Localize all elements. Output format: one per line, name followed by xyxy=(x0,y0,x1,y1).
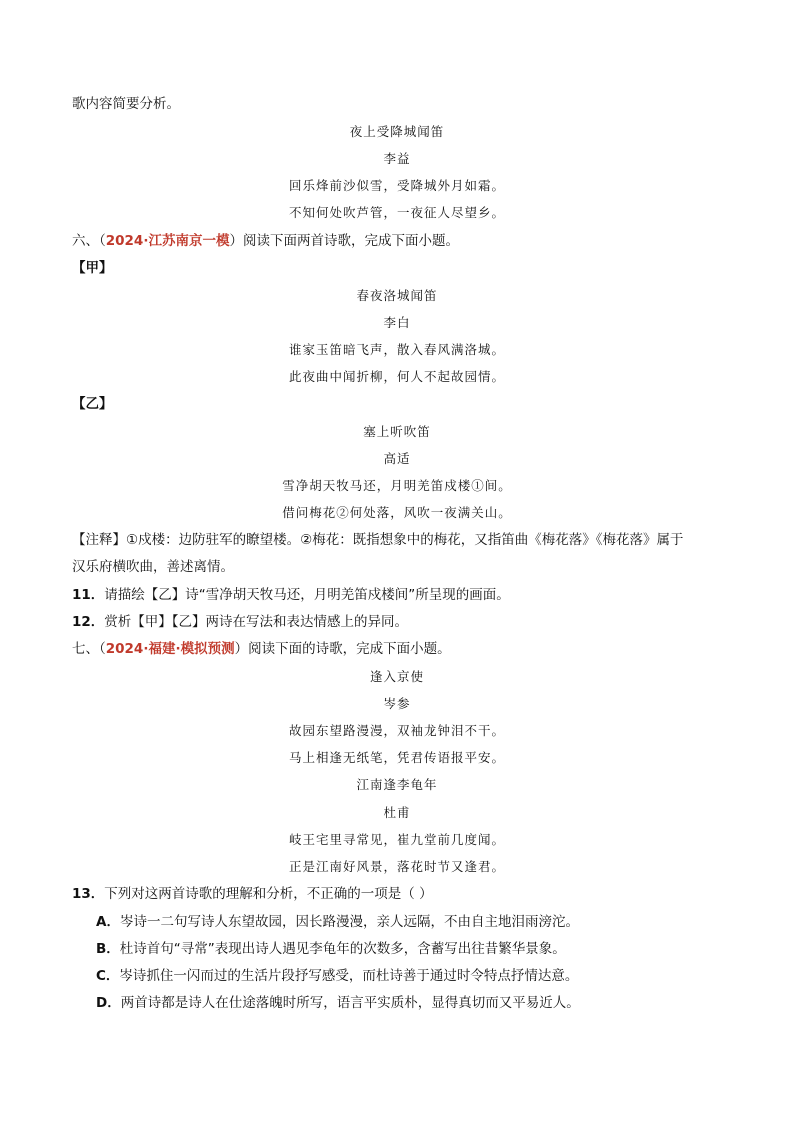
poem-b-author: 杜甫 xyxy=(383,805,411,820)
question-11 xyxy=(72,585,722,605)
option-text: 岑诗抓住一闪而过的生活片段抒写感受，而杜诗善于通过时令特点抒情达意。 xyxy=(119,968,579,984)
section6-source: 2024·江苏南京一模 xyxy=(105,233,230,249)
option-text: 两首诗都是诗人在仕途落魄时所写，语言平实质朴，显得真切而又平易近人。 xyxy=(120,995,580,1011)
poem-a-author: 岑参 xyxy=(383,696,411,711)
poem-a-title: 逢入京使 xyxy=(369,669,424,684)
section6-heading xyxy=(72,231,722,251)
question-13 xyxy=(72,884,722,904)
poem-yi-title: 塞上听吹笛 xyxy=(363,424,431,439)
question-text: 赏析【甲】【乙】两诗在写法和表达情感上的异同。 xyxy=(104,614,409,630)
poem1-title: 夜上受降城闻笛 xyxy=(349,124,445,139)
option-text: 杜诗首句“寻常”表现出诗人遇见李龟年的次数多，含蓄写出往昔繁华景象。 xyxy=(119,941,566,957)
section7-suffix: ）阅读下面的诗歌，完成下面小题。 xyxy=(234,641,451,657)
label-jia: 【甲】 xyxy=(72,260,113,276)
question-number: 13． xyxy=(72,886,105,902)
option-a[interactable] xyxy=(96,912,722,932)
option-key: D． xyxy=(96,995,121,1011)
poem-b-title: 江南逢李龟年 xyxy=(356,777,438,792)
poem-a-line: 故园东望路漫漫，双袖龙钟泪不干。 xyxy=(288,723,505,738)
poem-yi-author: 高适 xyxy=(383,451,411,466)
question-text: 请描绘【乙】诗“雪净胡天牧马还，月明羌笛戍楼间”所呈现的画面。 xyxy=(104,587,510,603)
section7-source: 2024·福建·模拟预测 xyxy=(105,641,235,657)
poem-yi-line: 雪净胡天牧马还，月明羌笛戍楼①间。 xyxy=(282,478,512,493)
option-key: C． xyxy=(96,968,120,984)
poem1-author: 李益 xyxy=(383,151,411,166)
question-number: 12． xyxy=(72,614,105,630)
question-12 xyxy=(72,612,722,632)
section7-prefix: 七、（ xyxy=(72,641,106,657)
poem1-line: 不知何处吹芦管，一夜征人尽望乡。 xyxy=(288,205,505,220)
poem-jia-title: 春夜洛城闻笛 xyxy=(356,288,438,303)
poem1-line: 回乐烽前沙似雪，受降城外月如霜。 xyxy=(288,178,505,193)
annotation-line: 【注释】①戍楼：边防驻军的瞭望楼。②梅花：既指想象中的梅花，又指笛曲《梅花落》《梅花落》属于 xyxy=(72,532,684,548)
label-yi: 【乙】 xyxy=(72,396,113,412)
option-key: B． xyxy=(96,941,120,957)
option-d[interactable] xyxy=(96,993,722,1013)
poem-jia-line: 谁家玉笛暗飞声，散入春风满洛城。 xyxy=(288,342,505,357)
poem-a-line: 马上相逢无纸笔，凭君传语报平安。 xyxy=(288,750,505,765)
poem-jia-line: 此夜曲中闻折柳，何人不起故园情。 xyxy=(288,369,505,384)
intro-text: 歌内容简要分析。 xyxy=(72,96,180,112)
option-b[interactable] xyxy=(96,939,722,959)
question-text: 下列对这两首诗歌的理解和分析，不正确的一项是（ ） xyxy=(104,886,433,902)
section6-prefix: 六、（ xyxy=(72,233,106,249)
section6-suffix: ）阅读下面两首诗歌，完成下面小题。 xyxy=(229,233,459,249)
option-c[interactable] xyxy=(96,966,722,986)
question-number: 11． xyxy=(72,587,105,603)
poem-yi-line: 借问梅花②何处落，风吹一夜满关山。 xyxy=(282,505,512,520)
poem-b-line: 岐王宅里寻常见，崔九堂前几度闻。 xyxy=(288,832,505,847)
poem-b-line: 正是江南好风景，落花时节又逢君。 xyxy=(288,859,505,874)
section7-heading xyxy=(72,639,722,659)
annotation-line: 汉乐府横吹曲，善述离情。 xyxy=(72,559,234,575)
option-key: A． xyxy=(96,914,120,930)
option-text: 岑诗一二句写诗人东望故园，因长路漫漫，亲人远隔，不由自主地泪雨滂沱。 xyxy=(119,914,579,930)
poem-jia-author: 李白 xyxy=(383,315,411,330)
